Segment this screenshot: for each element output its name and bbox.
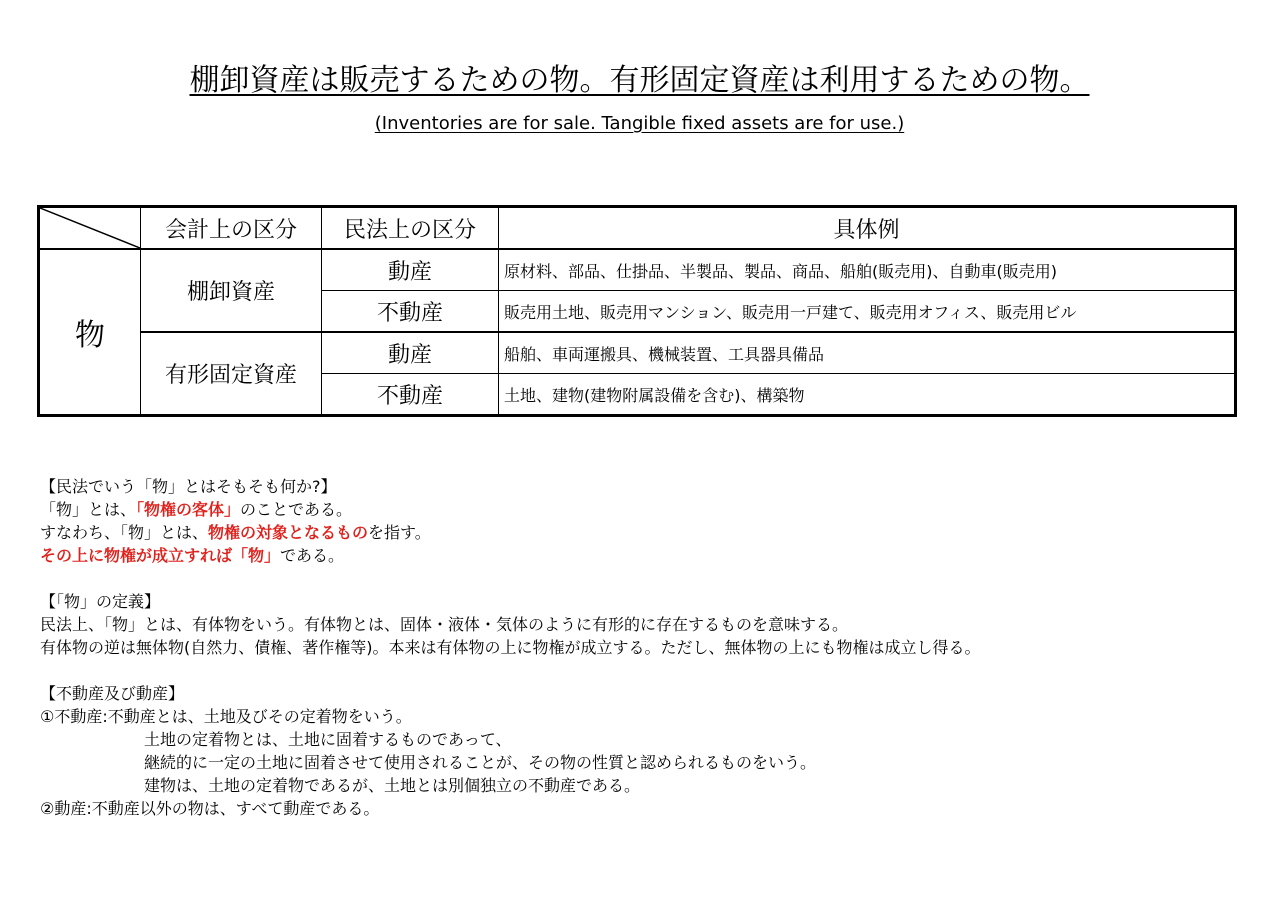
header-examples: 具体例 — [499, 207, 1236, 250]
page-subtitle-text: (Inventories are for sale. Tangible fixed assets are for use.) — [374, 113, 905, 134]
note-text: を指す。 — [368, 523, 431, 542]
note-line: 民法上、「物」とは、有体物をいう。有体物とは、固体・液体・気体のように有形的に存在するものを意味する。 — [40, 615, 849, 634]
section-heading-real-and-movable: 【不動産及び動産】 — [40, 684, 185, 703]
highlight-text: 「物権の客体」 — [136, 500, 241, 519]
note-line: ②動産:不動産以外の物は、すべて動産である。 — [40, 799, 380, 818]
category-tangible-fixed-assets: 有形固定資産 — [141, 332, 322, 416]
kind-movable: 動産 — [322, 332, 499, 374]
kind-movable: 動産 — [322, 249, 499, 291]
asset-classification-table — [37, 205, 1237, 417]
section-heading-definition: 【「物」の定義】 — [40, 592, 161, 611]
note-text: 「物」とは、 — [40, 500, 137, 519]
note-line: 建物は、土地の定着物であるが、土地とは別個独立の不動産である。 — [144, 776, 641, 795]
highlight-text: 物権の対象となるもの — [208, 523, 369, 542]
examples-cell: 原材料、部品、仕掛品、半製品、製品、商品、船舶(販売用)、自動車(販売用) — [499, 249, 1236, 291]
table-row — [39, 249, 1236, 291]
note-line: 有体物の逆は無体物(自然力、債権、著作権等)。本来は有体物の上に物権が成立する。ただし、無体物の上にも物権は成立し得る。 — [40, 638, 981, 657]
row-label-thing: 物 — [39, 249, 141, 416]
highlight-text: その上に物権が成立すれば「物」 — [40, 546, 281, 565]
note-line: ①不動産:不動産とは、土地及びその定着物をいう。 — [40, 707, 412, 726]
note-line: 継続的に一定の土地に固着させて使用されることが、その物の性質と認められるものをいう。 — [144, 753, 817, 772]
note-line — [40, 544, 981, 567]
examples-cell: 船舶、車両運搬具、機械装置、工具器具備品 — [499, 332, 1236, 374]
note-line — [40, 498, 981, 521]
note-text: である。 — [280, 546, 345, 565]
header-accounting-category: 会計上の区分 — [141, 207, 322, 250]
category-inventory: 棚卸資産 — [141, 249, 322, 332]
notes-section — [40, 475, 981, 820]
note-text: すなわち、「物」とは、 — [40, 523, 209, 542]
kind-real-estate: 不動産 — [322, 374, 499, 416]
examples-cell: 土地、建物(建物附属設備を含む)、構築物 — [499, 374, 1236, 416]
note-line: 土地の定着物とは、土地に固着するものであって、 — [144, 730, 512, 749]
examples-cell: 販売用土地、販売用マンション、販売用一戸建て、販売用オフィス、販売用ビル — [499, 291, 1236, 333]
kind-real-estate: 不動産 — [322, 291, 499, 333]
header-civil-law-category: 民法上の区分 — [322, 207, 499, 250]
note-text: のことである。 — [240, 500, 353, 519]
page-title — [0, 62, 1279, 100]
page-subtitle — [0, 112, 1279, 136]
page-title-text: 棚卸資産は販売するための物。有形固定資産は利用するための物。 — [189, 63, 1090, 98]
table-header-row — [39, 207, 1236, 250]
note-line — [40, 521, 981, 544]
table-row — [39, 332, 1236, 374]
section-heading-what-is-thing: 【民法でいう「物」とはそもそも何か?】 — [40, 477, 337, 496]
diagonal-line — [40, 208, 140, 248]
diagonal-corner-cell — [39, 207, 141, 250]
